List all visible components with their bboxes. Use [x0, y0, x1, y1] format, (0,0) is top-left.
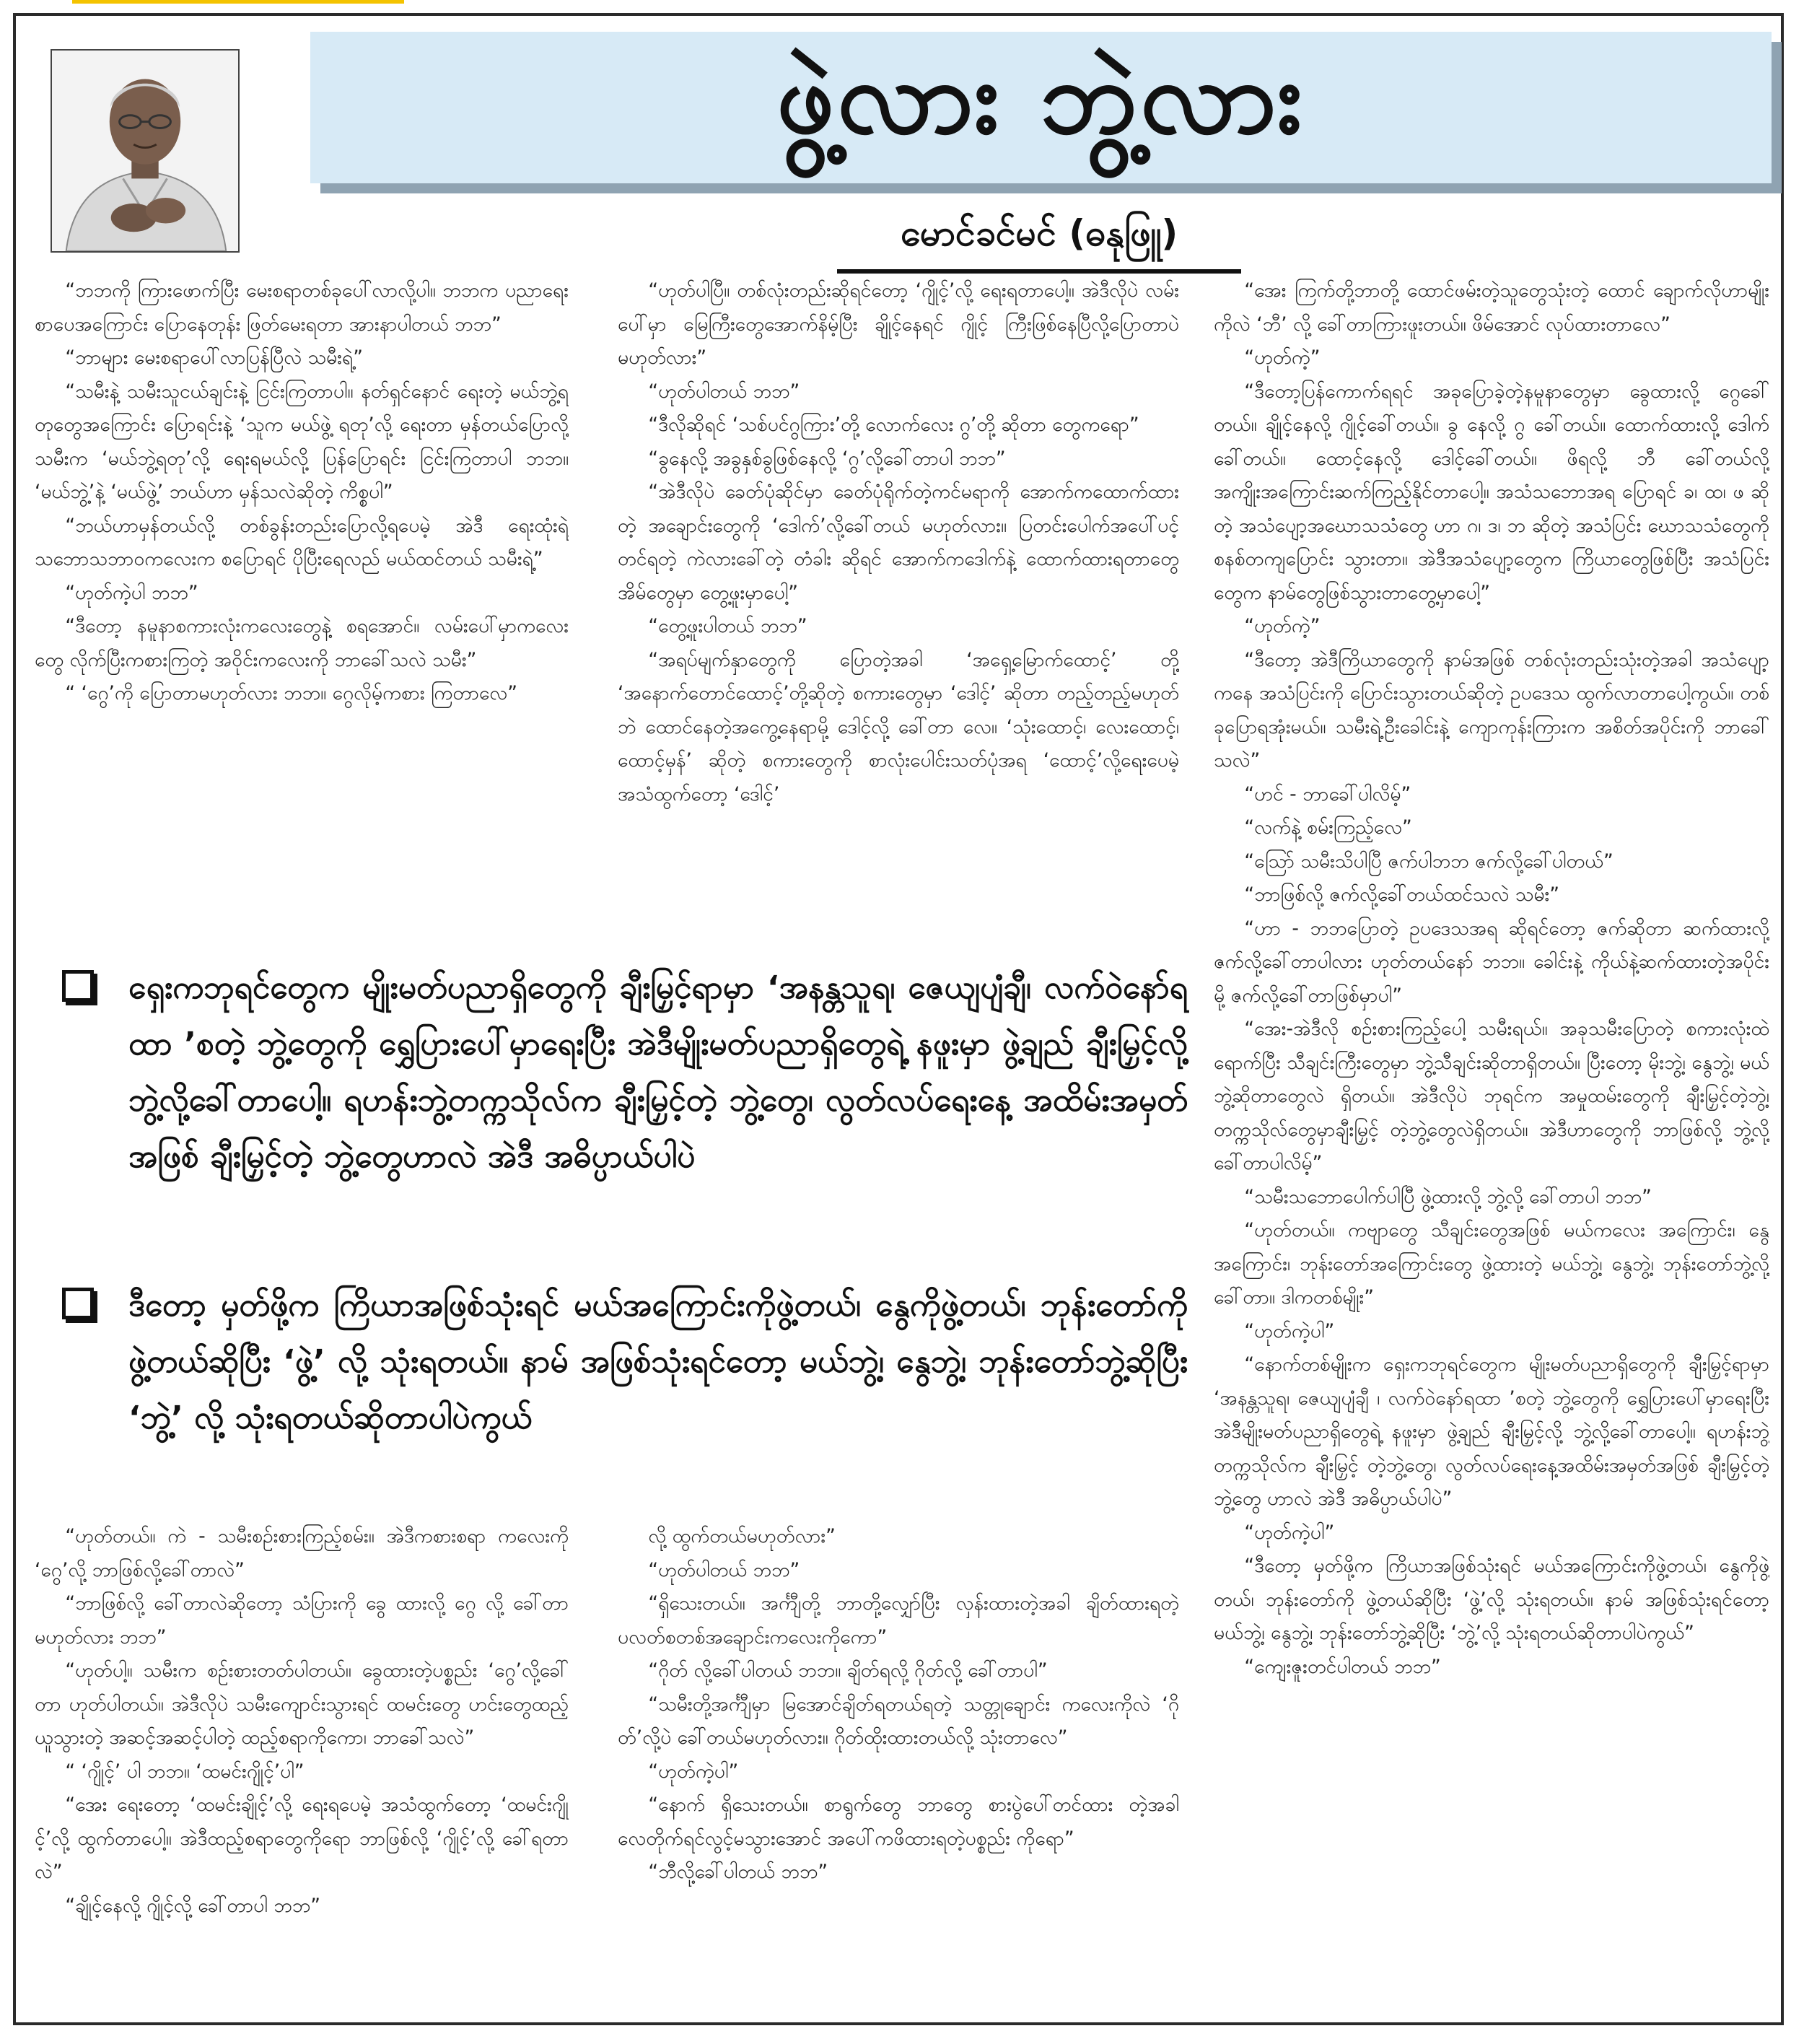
paragraph: “ခွနေလို့ အခွနှစ်ခွဖြစ်နေလို့ ‘ဂွ’လို့ခေါ်တာပါ ဘဘ” [648, 447, 1006, 470]
paragraph: “ဟုတ်ကဲ့” [1244, 615, 1321, 637]
paragraph: “ဟုတ်တယ်။ ကဗျာတွေ သီချင်းတွေအဖြစ် မယ်ကလေး အကြောင်း၊ နွေအကြောင်း၊ ဘုန်းတော်အကြောင်းတွေ ဖွဲ့ထားတဲ့ မယ်ဘွဲ့၊ နွေဘွဲ့၊ ဘုန်းတော်ဘွဲ့လို့ခေါ်တာ။ ဒါကတစ်မျိုး” [1214, 1219, 1769, 1309]
paragraph: “ဟုတ်ကဲ့ပါ” [648, 1760, 739, 1783]
paragraph: “ရှိသေးတယ်။ အင်္ကျီတို့ ဘာတို့လျှော်ပြီး လှန်းထားတဲ့အခါ ချိတ်ထားရတဲ့ ပလတ်စတစ်အချောင်းကလေးကိုကော” [618, 1592, 1179, 1648]
pull-quote-text: ရှေးကဘုရင်တွေက မျိုးမတ်ပညာရှိတွေကို ချီးမြှင့်ရာမှာ ‘အနန္တသူရ၊ ဇေယျပျံချီ၊ လက်ဝဲနော်ရထာ ’စတဲ့ ဘွဲ့တွေကို ရွှေပြားပေါ်မှာရေးပြီး အဲဒီမျိုးမတ်ပညာရှိတွေရဲ့ နဖူးမှာ ဖွဲ့ချည် ချီးမြှင့်လို့ ဘွဲ့လို့ခေါ်တာပေါ့။ ရဟန်းဘွဲ့တက္ကသိုလ်က ချီးမြှင့်တဲ့ ဘွဲ့တွေ၊ လွတ်လပ်ရေးနေ့ အထိမ်းအမှတ်အဖြစ် ချီးမြှင့်တဲ့ ဘွဲ့တွေဟာလဲ အဲဒီ အဓိပ္ပာယ်ပါပဲ [128, 969, 1188, 1175]
paragraph: “ဟုတ်ကဲ့ပါ ဘဘ” [65, 581, 198, 604]
paragraph: “ဟုတ်တယ်။ ကဲ - သမီးစဉ်းစားကြည့်စမ်း။ အဲဒီကစားစရာ ကလေးကို ‘ဂွေ’လို့ ဘာဖြစ်လို့ခေါ်တာလဲ” [35, 1525, 569, 1581]
paragraph: “ဘီလို့ခေါ်ပါတယ် ဘဘ” [648, 1861, 828, 1883]
paragraph: “ဟာ - ဘဘပြောတဲ့ ဥပဒေသအရ ဆိုရင်တော့ ဇက်ဆိုတာ ဆက်ထားလို့ ဇက်လို့ခေါ်တာပါလား ဟုတ်တယ်နော် ဘဘ။ ခေါင်းနဲ့ ကိုယ်နဲ့ဆက်ထားတဲ့အပိုင်းမို့ ဇက်လို့ခေါ်တာဖြစ်မှာပါ” [1214, 917, 1769, 1007]
article-column-3 [1214, 274, 1769, 2006]
paragraph: “ဘဘကို ကြားဖောက်ပြီး မေးစရာတစ်ခုပေါ်လာလို့ပါ။ ဘဘက ပညာရေးစာပေအကြောင်း ပြောနေတုန်း ဖြတ်မေးရတာ အားနာပါတယ် ဘဘ” [35, 279, 569, 336]
paragraph: “တွေ့ဖူးပါတယ် ဘဘ” [648, 615, 807, 637]
author-portrait-image [52, 51, 238, 251]
paragraph: “အရပ်မျက်နှာတွေကို ပြောတဲ့အခါ ‘အရှေ့မြောက်ထောင့်’ တို့ ‘အနောက်တောင်ထောင့်’တို့ဆိုတဲ့ စကားတွေမှာ ‘ဒေါင့်’ ဆိုတာ တည့်တည့်မဟုတ်ဘဲ ထောင်နေတဲ့အကွေ့နေရာမို့ ဒေါင့်လို့ ခေါ်တာ လေ။ ‘သုံးထောင့်၊ လေးထောင့်၊ ထောင့်မှန်’ ဆိုတဲ့ စကားတွေကို စာလုံးပေါင်းသတ်ပုံအရ ‘ထောင့်’လို့ရေးပေမဲ့ အသံထွက်တော့ ‘ဒေါင့်’ [618, 648, 1179, 805]
checkbox-square-icon [62, 1288, 94, 1319]
paragraph: “ဒီတော့ အဲဒီကြိယာတွေကို နာမ်အဖြစ် တစ်လုံးတည်းသုံးတဲ့အခါ အသံပျော့ကနေ အသံပြင်းကို ပြောင်းသွားတယ်ဆိုတဲ့ ဥပဒေသ ထွက်လာတာပေါ့ကွယ်။ တစ်ခုပြောရအုံးမယ်။ သမီးရဲ့ဦးခေါင်းနဲ့ ကျောကုန်းကြားက အစိတ်အပိုင်းကို ဘာခေါ်သလဲ” [1214, 648, 1769, 772]
headline-banner [310, 32, 1772, 183]
paragraph: လို့ ထွက်တယ်မဟုတ်လား” [648, 1525, 836, 1547]
author-byline: မောင်ခင်မင် (ဓနုဖြူ) [837, 211, 1241, 274]
paragraph: “ဒီတော့ မှတ်ဖို့က ကြိယာအဖြစ်သုံးရင် မယ်အကြောင်းကိုဖွဲ့တယ်၊ နွေကိုဖွဲ့တယ်၊ ဘုန်းတော်ကို ဖွဲ့တယ်ဆိုပြီး ‘ဖွဲ့’လို့ သုံးရတယ်။ နာမ် အဖြစ်သုံးရင်တော့ မယ်ဘွဲ့၊ နွေဘွဲ့၊ ဘုန်းတော်ဘွဲ့ဆိုပြီး ‘ဘွဲ့’လို့ သုံးရတယ်ဆိုတာပါပဲကွယ်” [1214, 1555, 1769, 1644]
paragraph: “ဒီလိုဆိုရင် ‘သစ်ပင်ဂွကြား’တို့ လောက်လေး ဂွ’တို့ ဆိုတာ တွေကရော” [648, 414, 1139, 436]
paragraph: “ဘာများ မေးစရာပေါ်လာပြန်ပြီလဲ သမီးရဲ့” [65, 346, 363, 369]
headline: ဖွဲ့လား ဘွဲ့လား [776, 39, 1305, 157]
paragraph: “နောက်တစ်မျိုးက ရှေးကဘုရင်တွေက မျိုးမတ်ပညာရှိတွေကို ချီးမြှင့်ရာမှာ ‘အနန္တသူရ၊ ဇေယျပျံချီ ၊ လက်ဝဲနော်ရထာ ’စတဲ့ ဘွဲ့တွေကို ရွှေပြားပေါ်မှာရေးပြီး အဲဒီမျိုးမတ်ပညာရှိတွေရဲ့ နဖူးမှာ ဖွဲ့ချည် ချီးမြှင့်လို့ ဘွဲ့လို့ခေါ်တာပေါ့။ ရဟန်းဘွဲ့တက္ကသိုလ်က ချီးမြှင့် တဲ့ဘွဲ့တွေ၊ လွတ်လပ်ရေးနေ့အထိမ်းအမှတ်အဖြစ် ချီးမြှင့်တဲ့ဘွဲ့တွေ ဟာလဲ အဲဒီ အဓိပ္ပာယ်ပါပဲ” [1214, 1353, 1769, 1510]
article-column-4 [35, 1520, 569, 2011]
article-column-5 [618, 1520, 1179, 2011]
accent-bar [72, 0, 404, 4]
paragraph: “ကျေးဇူးတင်ပါတယ် ဘဘ” [1244, 1655, 1441, 1678]
paragraph: “ချိုင့်နေလို့ ဂျိုင့်လို့ ခေါ်တာပါ ဘဘ” [65, 1894, 320, 1917]
paragraph: “သမီးသဘောပေါက်ပါပြီ ဖွဲ့ထားလို့ ဘွဲ့လို့ ခေါ်တာပါ ဘဘ” [1244, 1185, 1652, 1208]
paragraph: “ဟုတ်ပါ့။ သမီးက စဉ်းစားတတ်ပါတယ်။ ခွေထားတဲ့ပစ္စည်း ‘ဂွေ’လို့ခေါ်တာ ဟုတ်ပါတယ်။ အဲဒီလိုပဲ သမီးကျောင်းသွားရင် ထမင်းတွေ ဟင်းတွေထည့်ယူသွားတဲ့ အဆင့်အဆင့်ပါတဲ့ ထည့်စရာကိုကော၊ ဘာခေါ်သလဲ” [35, 1659, 569, 1749]
paragraph: “ဒီတော့ နမူနာစကားလုံးကလေးတွေနဲ့ စရအောင်။ လမ်းပေါ်မှာကလေးတွေ လိုက်ပြီးကစားကြတဲ့ အဝိုင်းကလေးကို ဘာခေါ်သလဲ သမီး” [35, 615, 569, 671]
pull-quote-1 [62, 960, 1188, 1185]
paragraph: “အေး ရေးတော့ ‘ထမင်းချိုင့်’လို့ ရေးရပေမဲ့ အသံထွက်တော့ ‘ထမင်းဂျိုင့်’လို့ ထွက်တာပေါ့။ အဲဒီထည့်စရာတွေကိုရော ဘာဖြစ်လို့ ‘ဂျိုင့်’လို့ ခေါ်ရတာလဲ” [35, 1794, 569, 1883]
paragraph: “ဘယ်ဟာမှန်တယ်လို့ တစ်ခွန်းတည်းပြောလို့ရပေမဲ့ အဲဒီ ရေးထုံးရဲ့သဘောသဘာဝကလေးက စပြောရင် ပိုပြီးရေလည် မယ်ထင်တယ် သမီးရဲ့” [35, 514, 569, 570]
paragraph: “ဒီတော့ပြန်ကောက်ရရင် အခုပြောခဲ့တဲ့နမူနာတွေမှာ ခွေထားလို့ ဂွေခေါ်တယ်။ ချိုင့်နေလို့ ဂျိုင့်ခေါ်တယ်။ ခွ နေလို့ ဂွ ခေါ်တယ်။ ထောက်ထားလို့ ဒေါက်ခေါ်တယ်။ ထောင့်နေလို့ ဒေါင့်ခေါ်တယ်။ ဖိရလို့ ဘီ ခေါ်တယ်လို့ အကျိုးအကြောင်းဆက်ကြည့်နိုင်တာပေါ့။ အသံသဘောအရ ပြောရင် ခ၊ ထ၊ ဖ ဆိုတဲ့ အသံပျော့အဃောသသံတွေ ဟာ ဂ၊ ဒ၊ ဘ ဆိုတဲ့ အသံပြင်း ဃောသသံတွေကို စနစ်တကျပြောင်း သွားတာ။ အဲဒီအသံပျော့တွေက ကြိယာတွေဖြစ်ပြီး အသံပြင်းတွေက နာမ်တွေဖြစ်သွားတာတွေ့မှာပေါ့” [1214, 380, 1769, 604]
paragraph: “ဟုတ်ပါတယ် ဘဘ” [648, 380, 800, 403]
article-column-2 [618, 274, 1179, 945]
paragraph: “ဟုတ်ကဲ့ပါ” [1244, 1319, 1335, 1342]
paragraph: “သမီးနဲ့ သမီးသူငယ်ချင်းနဲ့ ငြင်းကြတာပါ။ နတ်ရှင်နောင် ရေးတဲ့ မယ်ဘွဲ့ရတုတွေအကြောင်း ပြောရင်းနဲ့ ‘သူက မယ်ဖွဲ့ ရတု’လို့ ရေးတာ မှန်တယ်ပြောလို့ သမီးက ‘မယ်ဘွဲ့ရတု’လို့ ရေးရမယ်လို့ ပြန်ပြောရင်း ငြင်းကြတာပါ ဘဘ။ ‘မယ်ဘွဲ့’နဲ့ ‘မယ်ဖွဲ့’ ဘယ်ဟာ မှန်သလဲဆိုတဲ့ ကိစ္စပါ” [35, 380, 569, 503]
paragraph: “အေး-အဲဒီလို စဉ်းစားကြည့်ပေါ့ သမီးရယ်။ အခုသမီးပြောတဲ့ စကားလုံးထဲရောက်ပြီး သီချင်းကြီးတွေမှာ ဘွဲ့သီချင်းဆိုတာရှိတယ်။ ပြီးတော့ မိုးဘွဲ့၊ နွေဘွဲ့၊ မယ်ဘွဲ့ဆိုတာတွေလဲ ရှိတယ်။ အဲဒီလိုပဲ ဘုရင်က အမှုထမ်းတွေကို ချီးမြှင့်တဲ့ဘွဲ့၊ တက္ကသိုလ်တွေမှာချီးမြှင့် တဲ့ဘွဲ့တွေလဲရှိတယ်။ အဲဒီဟာတွေကို ဘာဖြစ်လို့ ဘွဲ့လို့ခေါ်တာပါလိမ့်” [1214, 1018, 1769, 1174]
paragraph: “ဟုတ်ကဲ့ပါ” [1244, 1521, 1335, 1544]
paragraph: “ဂိုတ် လို့ခေါ်ပါတယ် ဘဘ။ ချိတ်ရလို့ ဂိုတ်လို့ ခေါ်တာပါ” [648, 1659, 1048, 1682]
pull-quote-2 [62, 1278, 1188, 1446]
paragraph: “ဟုတ်ပါတယ် ဘဘ” [648, 1558, 800, 1581]
paragraph: “ဩော် သမီးသိပါပြီ ဇက်ပါဘဘ ဇက်လို့ခေါ်ပါတယ်” [1244, 850, 1613, 873]
paragraph: “ဟုတ်ပါပြီ။ တစ်လုံးတည်းဆိုရင်တော့ ‘ဂျိုင့်’လို့ ရေးရတာပေါ့။ အဲဒီလိုပဲ လမ်းပေါ်မှာ မြေကြီးတွေအောက်နိမ့်ပြီး ချိုင့်နေရင် ဂျိုင့် ကြီးဖြစ်နေပြီလို့ပြောတာပဲ မဟုတ်လား” [618, 279, 1179, 369]
paragraph: “ ‘ဂျိုင့်’ ပါ ဘဘ။ ‘ထမင်းဂျိုင့်’ပါ” [65, 1760, 305, 1783]
paragraph: “ဘာဖြစ်လို့ ဇက်လို့ခေါ်တယ်ထင်သလဲ သမီး” [1244, 883, 1559, 906]
pull-quote-text: ဒီတော့ မှတ်ဖို့က ကြိယာအဖြစ်သုံးရင် မယ်အကြောင်းကိုဖွဲ့တယ်၊ နွေကိုဖွဲ့တယ်၊ ဘုန်းတော်ကို ဖွဲ့တယ်ဆိုပြီး ‘ဖွဲ့’ လို့ သုံးရတယ်။ နာမ် အဖြစ်သုံးရင်တော့ မယ်ဘွဲ့၊ နွေဘွဲ့၊ ဘုန်းတော်ဘွဲ့ဆိုပြီး ‘ဘွဲ့’ လို့ သုံးရတယ်ဆိုတာပါပဲကွယ် [128, 1287, 1188, 1436]
paragraph: “နောက် ရှိသေးတယ်။ စာရွက်တွေ ဘာတွေ စားပွဲပေါ်တင်ထား တဲ့အခါ လေတိုက်ရင်လွင့်မသွားအောင် အပေါ်ကဖိထားရတဲ့ပစ္စည်း ကိုရော” [618, 1794, 1179, 1850]
paragraph: “အဲဒီလိုပဲ ခေတ်ပုံဆိုင်မှာ ခေတ်ပုံရိုက်တဲ့ကင်မရာကို အောက်ကထောက်ထားတဲ့ အချောင်းတွေကို ‘ဒေါက်’လို့ခေါ်တယ် မဟုတ်လား။ ပြတင်းပေါက်အပေါ်ပင့်တင်ရတဲ့ ကဲလားခေါ်တဲ့ တံခါး ဆိုရင် အောက်ကဒေါက်နဲ့ ထောက်ထားရတာတွေ အိမ်တွေမှာ တွေ့ဖူးမှာပေါ့” [618, 481, 1179, 604]
paragraph: “သမီးတို့အင်္ကျီမှာ မြအောင်ချိတ်ရတယ်ရတဲ့ သတ္တုချောင်း ကလေးကိုလဲ ‘ဂိုတ်’လို့ပဲ ခေါ်တယ်မဟုတ်လား။ ဂိုတ်ထိုးထားတယ်လို့ သုံးတာလေ” [618, 1693, 1179, 1749]
paragraph: “ဟင် - ဘာခေါ်ပါလိမ့်” [1244, 782, 1411, 805]
paragraph: “ဟုတ်ကဲ့” [1244, 346, 1321, 369]
paragraph: “အေး ကြက်တို့ဘာတို့ ထောင်ဖမ်းတဲ့သူတွေသုံးတဲ့ ထောင် ချောက်လိုဟာမျိုးကိုလဲ ‘ဘီ’ လို့ ခေါ်တာကြားဖူးတယ်။ ဖိမ်အောင် လုပ်ထားတာလေ” [1214, 279, 1769, 336]
checkbox-square-icon [62, 970, 94, 1002]
paragraph: “လက်နဲ့ စမ်းကြည့်လေ” [1244, 816, 1412, 839]
paragraph: “ ‘ဂွေ’ကို ပြောတာမဟုတ်လား ဘဘ။ ဂွေလိုမ့်ကစား ကြတာလေ” [65, 682, 518, 704]
paragraph: “ဘာဖြစ်လို့ ခေါ်တာလဲဆိုတော့ သံပြားကို ခွေ ထားလို့ ဂွေ လို့ ခေါ်တာမဟုတ်လား ဘဘ” [35, 1592, 569, 1648]
author-photo [51, 49, 240, 253]
article-column-1 [35, 274, 569, 945]
